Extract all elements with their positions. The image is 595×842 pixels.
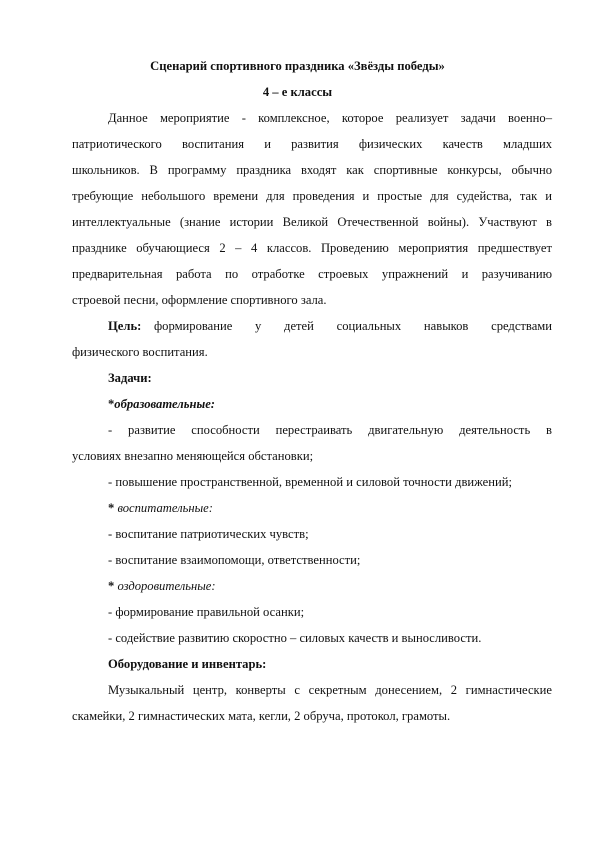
equipment-line-2: скамейки, 2 гимнастических мата, кегли, 2 обруча, протокол, грамоты. xyxy=(72,709,451,723)
equipment-line-1: Музыкальный центр, конверты с секретным донесением, 2 гимнастические xyxy=(108,683,552,697)
health-star: * xyxy=(108,579,115,593)
intro-line-4: требующие небольшого времени для проведения и простые для судейства, так и xyxy=(72,189,552,203)
intro-line-3: школьников. В программу праздника входят как спортивные конкурсы, обычно xyxy=(72,163,552,177)
equipment-label: Оборудование и инвентарь: xyxy=(108,657,267,671)
edu-item-1-line-1: - развитие способности перестраивать двигательную деятельность в xyxy=(108,423,552,437)
edu-item-1-line-2: условиях внезапно меняющейся обстановки; xyxy=(72,449,314,463)
upbring-heading xyxy=(108,500,213,516)
intro-line-1: Данное мероприятие - комплексное, которое реализует задачи военно– xyxy=(108,111,552,125)
health-label: оздоровительные: xyxy=(117,579,216,593)
document-title: Сценарий спортивного праздника «Звёзды победы» xyxy=(150,59,445,73)
goal-label: Цель: xyxy=(108,319,142,333)
goal-text-line-1: формирование у детей социальных навыков средствами xyxy=(154,319,552,333)
upbring-item-1: - воспитание патриотических чувств; xyxy=(108,527,309,541)
edu-label: образовательные: xyxy=(114,397,215,411)
intro-line-7: предварительная работа по отработке строевых упражнений и разучиванию xyxy=(72,267,552,281)
goal-text-line-2: физического воспитания. xyxy=(72,345,208,359)
upbring-item-2: - воспитание взаимопомощи, ответственности; xyxy=(108,553,361,567)
edu-item-2: - повышение пространственной, временной и силовой точности движений; xyxy=(108,475,512,489)
document-subtitle: 4 – е классы xyxy=(262,85,333,99)
health-item-1: - формирование правильной осанки; xyxy=(108,605,305,619)
edu-star: * xyxy=(108,397,115,411)
tasks-label: Задачи: xyxy=(108,371,152,385)
intro-line-5: интеллектуальные (знание истории Великой Отечественной войны). Участвуют в xyxy=(72,215,552,229)
health-item-2: - содействие развитию скоростно – силовых качеств и выносливости. xyxy=(108,631,482,645)
intro-line-6: празднике обучающиеся 2 – 4 классов. Проведению мероприятия предшествует xyxy=(72,241,552,255)
intro-line-8: строевой песни, оформление спортивного зала. xyxy=(72,293,327,307)
upbring-label: воспитательные: xyxy=(117,501,213,515)
upbring-star: * xyxy=(108,501,115,515)
edu-heading xyxy=(108,396,215,412)
intro-line-2: патриотического воспитания и развития физических качеств младших xyxy=(72,137,552,151)
health-heading xyxy=(108,578,216,594)
